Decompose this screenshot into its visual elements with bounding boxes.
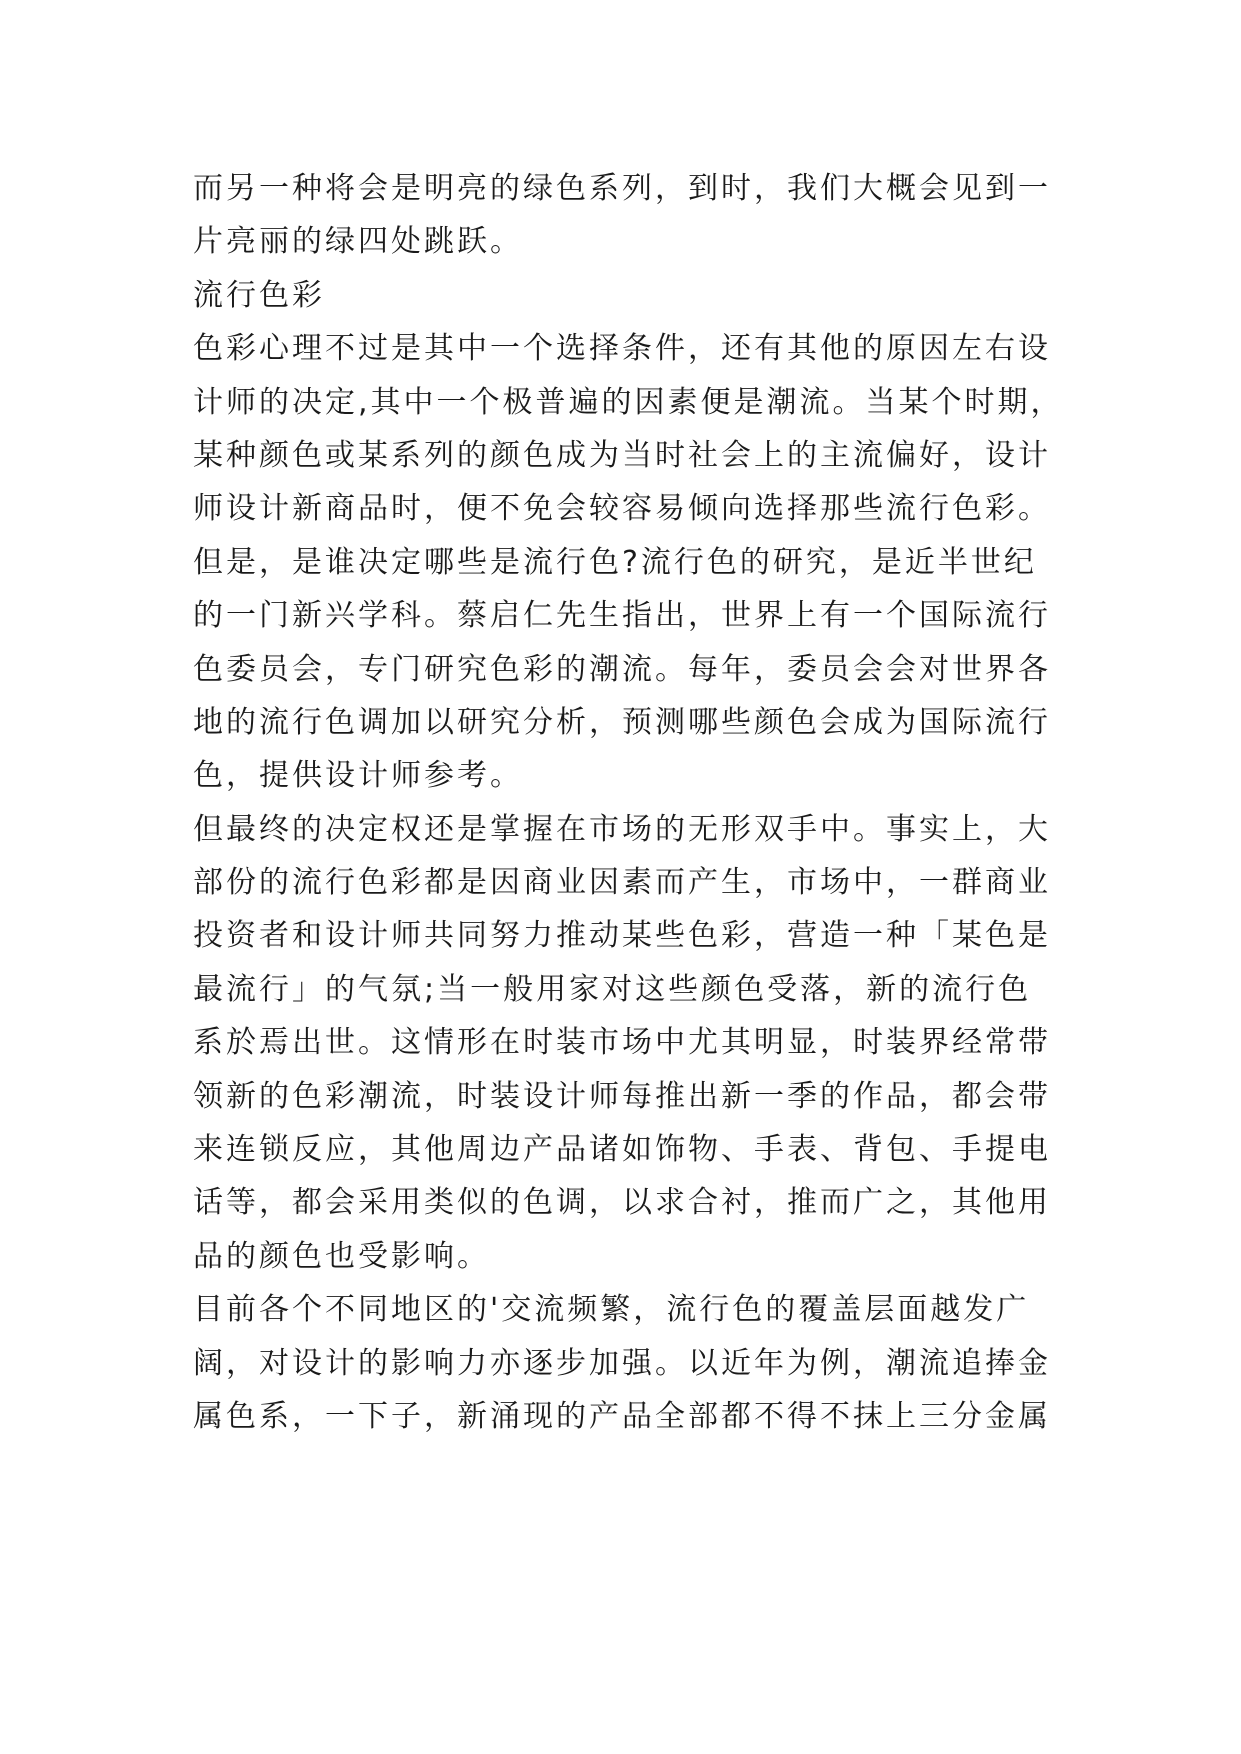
text-line: 但最终的决定权还是掌握在市场的无形双手中。事实上，大 [193, 811, 1051, 847]
text-line: 师设计新商品时，便不免会较容易倾向选择那些流行色彩。 [193, 491, 1051, 527]
text-line: 系於焉出世。这情形在时装市场中尤其明显，时装界经常带 [193, 1025, 1051, 1061]
section-heading: 流行色彩 [193, 277, 325, 313]
text-line: 阔，对设计的影响力亦逐步加强。以近年为例，潮流追捧金 [193, 1345, 1051, 1381]
text-line: 属色系，一下子，新涌现的产品全部都不得不抹上三分金属 [193, 1398, 1051, 1434]
text-line: 但是，是谁决定哪些是流行色?流行色的研究，是近半世纪 [193, 544, 1037, 580]
text-line: 最流行」的气氛;当一般用家对这些颜色受落，新的流行色 [193, 971, 1032, 1007]
text-line: 来连锁反应，其他周边产品诸如饰物、手表、背包、手提电 [193, 1132, 1051, 1168]
text-line: 片亮丽的绿四处跳跃。 [193, 224, 523, 260]
text-line: 色委员会，专门研究色彩的潮流。每年，委员会会对世界各 [193, 651, 1051, 687]
text-line: 地的流行色调加以研究分析，预测哪些颜色会成为国际流行 [193, 704, 1051, 740]
text-line: 品的颜色也受影响。 [193, 1238, 490, 1274]
text-line: 某种颜色或某系列的颜色成为当时社会上的主流偏好，设计 [193, 437, 1051, 473]
text-line: 部份的流行色彩都是因商业因素而产生，市场中，一群商业 [193, 865, 1051, 901]
text-line: 计师的决定,其中一个极普遍的因素便是潮流。当某个时期， [193, 384, 1064, 420]
text-line: 色彩心理不过是其中一个选择条件，还有其他的原因左右设 [193, 331, 1051, 367]
body-text [193, 162, 1073, 1443]
text-line: 色，提供设计师参考。 [193, 758, 523, 794]
text-line: 领新的色彩潮流，时装设计师每推出新一季的作品，都会带 [193, 1078, 1051, 1114]
text-line: 话等，都会采用类似的色调，以求合衬，推而广之，其他用 [193, 1185, 1051, 1221]
text-line: 而另一种将会是明亮的绿色系列，到时，我们大概会见到一 [193, 171, 1051, 206]
text-line: 投资者和设计师共同努力推动某些色彩，营造一种「某色是 [193, 918, 1051, 954]
text-line: 目前各个不同地区的'交流频繁，流行色的覆盖层面越发广 [193, 1292, 1030, 1328]
text-line: 的一门新兴学科。蔡启仁先生指出，世界上有一个国际流行 [193, 598, 1051, 634]
